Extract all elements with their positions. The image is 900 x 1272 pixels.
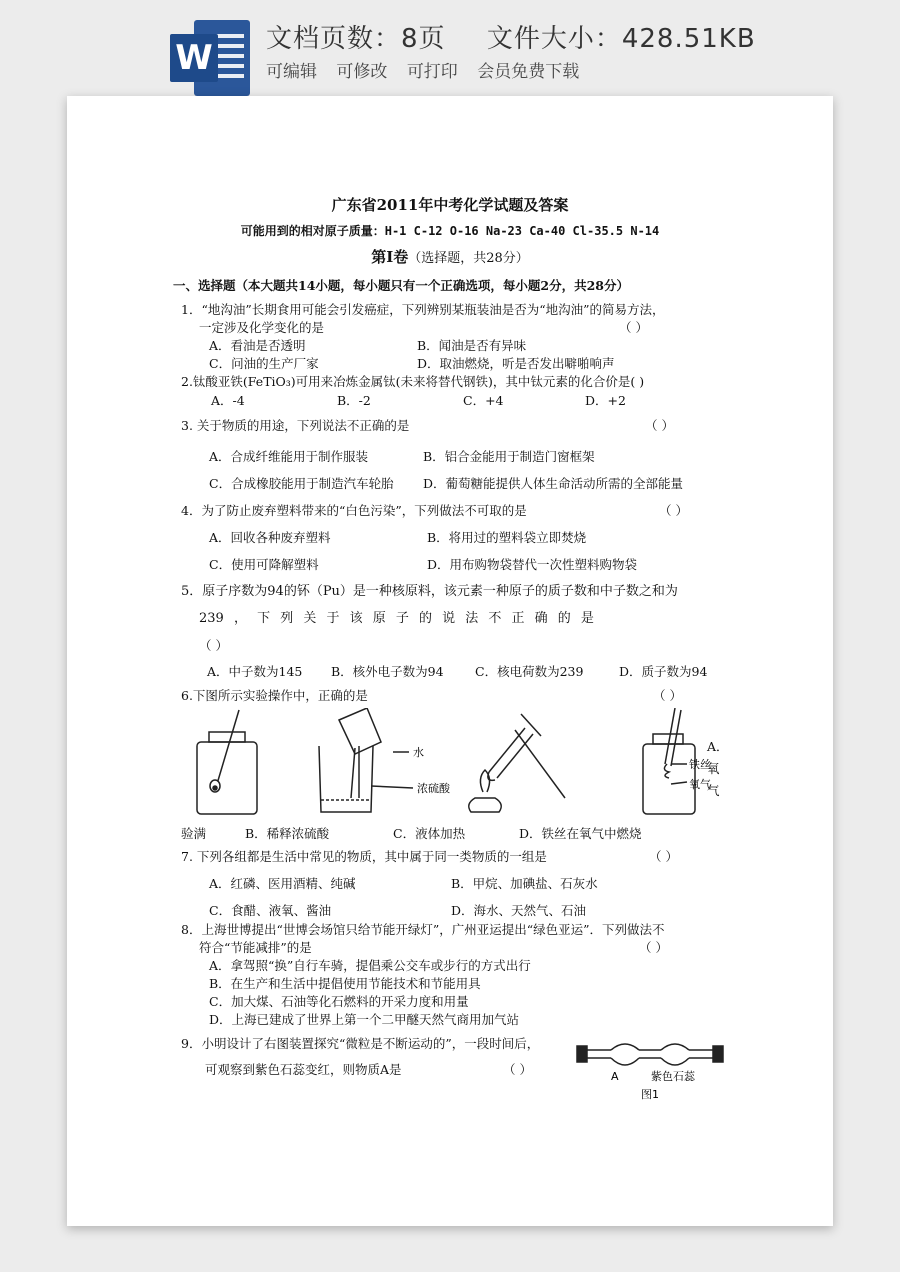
feature-member-download: 会员免费下载 xyxy=(477,62,580,82)
q3-option-b: B．铝合金能用于制造门窗框架 xyxy=(423,449,595,464)
atomic-masses: 可能用到的相对原子质量：H-1 C-12 O-16 Na-23 Ca-40 Cl-35.5 N-14 xyxy=(240,224,660,238)
file-size: 文件大小：428.51KB xyxy=(486,24,756,54)
section-name: 第Ⅰ卷 xyxy=(371,248,409,266)
fig-label-litmus: 紫色石蕊 xyxy=(651,1070,695,1083)
q5-stem-line2: 239 ， 下 列 关 于 该 原 子 的 说 法 不 正 确 的 是 xyxy=(199,611,594,626)
q1-stem-line2: 一定涉及化学变化的是 xyxy=(199,320,325,335)
q9-figure xyxy=(575,1038,725,1104)
page-title: 广东省2011年中考化学试题及答案 xyxy=(331,196,569,214)
alcohol-lamp-icon xyxy=(469,714,565,812)
page-count: 文档页数：8页 xyxy=(266,24,446,54)
q6-stem: 6.下图所示实验操作中，正确的是 xyxy=(181,688,368,703)
q1-stem-line1: 1．“地沟油”长期食用可能会引发癌症，下列辨别某瓶装油是否为“地沟油”的简易方法， xyxy=(181,302,665,317)
q4-option-c: C．使用可降解塑料 xyxy=(209,557,319,572)
q4-stem: 4．为了防止废弃塑料带来的“白色污染”，下列做法不可取的是 xyxy=(181,503,527,518)
q4-option-b: B．将用过的塑料袋立即焚烧 xyxy=(427,530,587,545)
q1-option-d: D．取油燃烧，听是否发出噼啪响声 xyxy=(417,356,615,371)
fig-caption: 图1 xyxy=(641,1088,659,1101)
q7-answer-paren: （ ） xyxy=(649,849,678,864)
feature-modifiable: 可修改 xyxy=(336,62,388,82)
q9-stem-line1: 9．小明设计了右图装置探究“微粒是不断运动的”，一段时间后， xyxy=(181,1036,540,1051)
q4-option-d: D．用布购物袋替代一次性塑料购物袋 xyxy=(427,557,638,572)
iron-combustion-icon xyxy=(643,708,695,814)
q4-option-a: A．回收各种废弃塑料 xyxy=(209,530,331,545)
q8-stem-line1: 8．上海世博提出“世博会场馆只给节能开绿灯”，广州亚运提出“绿色亚运”．下列做法不 xyxy=(181,922,665,937)
q3-option-c: C．合成橡胶能用于制造汽车轮胎 xyxy=(209,476,394,491)
q5-option-a: A．中子数为145 xyxy=(207,664,303,679)
feature-list xyxy=(266,57,593,82)
q1-option-b: B．闻油是否有异味 xyxy=(417,338,527,353)
q7-stem: 7. 下列各组都是生活中常见的物质，其中属于同一类物质的一组是 xyxy=(181,849,547,864)
q3-option-a: A．合成纤维能用于制作服装 xyxy=(209,449,369,464)
q2-option-b: B．-2 xyxy=(337,393,371,408)
q7-option-d: D．海水、天然气、石油 xyxy=(451,903,587,918)
q8-answer-paren: （ ） xyxy=(639,940,668,955)
q6-option-d: D．铁丝在氧气中燃烧 xyxy=(519,826,642,841)
document-page xyxy=(67,96,833,1226)
q8-option-c: C．加大煤、石油等化石燃料的开采力度和用量 xyxy=(209,994,469,1009)
q6-answer-paren: （ ） xyxy=(653,688,682,703)
q2-option-c: C．+4 xyxy=(463,393,504,408)
q2-option-d: D．+2 xyxy=(585,393,626,408)
label-oxygen: 氧气 xyxy=(689,778,711,791)
document-header xyxy=(0,0,900,96)
q7-option-c: C．食醋、液氧、酱油 xyxy=(209,903,332,918)
q9-stem-line2: 可观察到紫色石蕊变红，则物质A是 xyxy=(205,1062,402,1077)
section-heading xyxy=(67,248,833,267)
q5-stem-line1: 5．原子序数为94的钚（Pu）是一种核原料，该元素一种原子的质子数和中子数之和为 xyxy=(181,584,678,599)
q5-option-b: B．核外电子数为94 xyxy=(331,664,444,679)
q3-stem: 3. 关于物质的用途，下列说法不正确的是 xyxy=(181,418,410,433)
q6-option-a-cont: 验满 xyxy=(181,826,207,841)
q8-stem-line2: 符合“节能减排”的是 xyxy=(199,940,312,955)
q6-option-c: C．液体加热 xyxy=(393,826,466,841)
fig-label-a: A xyxy=(611,1070,619,1083)
label-concentrated-acid: 浓硫酸 xyxy=(417,782,450,795)
q8-option-a: A．拿驾照“换”自行车骑，提倡乘公交车或步行的方式出行 xyxy=(209,958,531,973)
feature-editable: 可编辑 xyxy=(266,62,317,82)
q5-option-d: D．质子数为94 xyxy=(619,664,708,679)
q3-answer-paren: （ ） xyxy=(645,418,674,433)
label-water: 水 xyxy=(413,746,424,759)
q7-option-b: B．甲烷、加碘盐、石灰水 xyxy=(451,876,598,891)
section-note: （选择题，共28分） xyxy=(408,251,529,266)
q6-option-b: B．稀释浓硫酸 xyxy=(245,826,330,841)
q1-option-a: A．看油是否透明 xyxy=(209,338,306,353)
q3-option-d: D．葡萄糖能提供人体生命活动所需的全部能量 xyxy=(423,476,684,491)
q1-answer-paren: （ ） xyxy=(619,320,648,335)
q1-option-c: C．问油的生产厂家 xyxy=(209,356,319,371)
q2-option-a: A．-4 xyxy=(211,393,245,408)
part-heading: 一、选择题（本大题共14小题，每小题只有一个正确选项，每小题2分，共28分） xyxy=(173,278,629,293)
label-iron-wire: 铁丝 xyxy=(689,758,711,771)
q8-option-b: B．在生产和生活中提倡使用节能技术和节能用具 xyxy=(209,976,481,991)
q7-option-a: A．红磷、医用酒精、纯碱 xyxy=(209,876,356,891)
q6-figure xyxy=(185,708,745,828)
file-info xyxy=(266,18,788,55)
word-icon: W xyxy=(170,20,250,96)
q5-answer-paren: （ ） xyxy=(199,638,228,653)
q4-answer-paren: （ ） xyxy=(659,503,688,518)
q6-option-a-side: A．氧气 xyxy=(707,739,729,798)
q8-option-d: D．上海已建成了世界上第一个二甲醚天然气商用加气站 xyxy=(209,1012,520,1027)
beaker-pouring-icon xyxy=(319,708,413,812)
q2-stem: 2.钛酸亚铁(FeTiO₃)可用来冶炼金属钛(未来将替代钢铁)，其中钛元素的化合价是( ) xyxy=(181,374,645,389)
gas-bottle-icon xyxy=(197,710,257,814)
q9-answer-paren: （ ） xyxy=(503,1062,532,1077)
feature-printable: 可打印 xyxy=(406,62,458,82)
glass-tube-icon xyxy=(577,1044,723,1065)
q5-option-c: C．核电荷数为239 xyxy=(475,664,584,679)
